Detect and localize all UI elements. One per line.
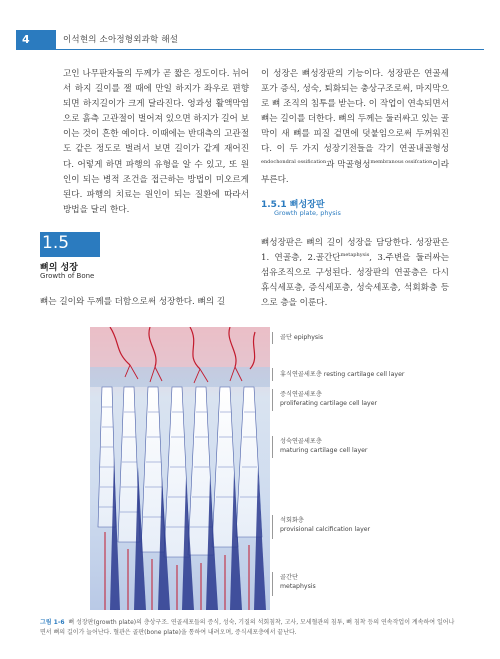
subsection-title: 1.5.1 뼈성장판: [261, 200, 325, 210]
label-proliferating-ko: 증식연골세포층: [280, 391, 322, 398]
label-leader-proliferating: [272, 389, 273, 411]
label-resting-text: 휴식연골세포층 resting cartilage cell layer: [280, 371, 405, 378]
right-text-part-2a: 뼈성장판은 뼈의 길이 성장을 담당한다. 성장판은 1. 연골층, 2.골간단: [261, 238, 449, 264]
label-resting-layer: [280, 370, 404, 379]
superscript-metaphysis: metaphysis: [340, 252, 370, 259]
caption-text: 뼈 성장판(growth plate)의 층상구조. 연골세포들의 증식, 성숙, 기질의 석회침착, 고사, 모세혈관의 침투, 뼈 침착 등의 연속작업이 계속하여 일어나면서 뼈의 길이가 늘어난다. 혈관은 골판(bone plate)을 통하여 내려오며, 증식세포층에서 끝난다.: [40, 619, 455, 636]
section-title: 뼈의 성장: [40, 263, 78, 273]
right-text-part-2b: , 3.주변을 둘러싸는 섬유조직으로 구성된다. 성장판의 연골층은 다시 휴식세포층, 증식세포층, 성숙세포층, 석회화층 등으로 층을 이룬다.: [261, 253, 449, 309]
running-head: 이석현의 소아정형외과학 해설: [63, 35, 179, 45]
label-calcification-layer: [280, 516, 370, 534]
label-leader-resting: [272, 368, 273, 381]
right-text-part-1b: 과 막골형성: [326, 159, 371, 170]
caption-label: 그림 1-6: [40, 619, 65, 626]
label-maturing-en: maturing cartilage cell layer: [280, 447, 368, 454]
right-text-part-1c: 이라 부른다.: [261, 159, 449, 185]
superscript-membranous: membranous ossifcation: [370, 158, 433, 165]
page-number: 4: [16, 30, 56, 50]
left-column-text: 고인 나무판자들의 두께가 곧 짧은 정도이다. 뉘어서 하지 길이를 잴 때에 만일 하지가 좌우로 편향되면 하지길이가 크게 달라진다. 엉과성 활액막염으로 흙측 고관절이 벌어져 있으면 하지가 길어 보이는 것이 흔한 예이다. 이때에는 반대측의 고관절도 같은 정도로 벌려서 보면 길이가 같게 재어진다. 어렇게 하면 파행의 유형을 알 수 있고, 또 원인이 되는 병적 조건을 접근하는 방법이 미오르게 된다. 파행의 치료는 원인이 되는 질환에 따라서 방법을 달리 한다.: [63, 69, 249, 215]
label-proliferating-layer: [280, 390, 377, 408]
label-metaphysis-ko: 골간단: [280, 574, 298, 581]
label-metaphysis-en: metaphysis: [280, 583, 316, 590]
label-leader-epiphysis: [272, 332, 273, 344]
label-calcification-ko: 석회화층: [280, 517, 304, 524]
label-proliferating-en: proliferating cartilage cell layer: [280, 400, 378, 407]
header-rule: [56, 49, 484, 50]
figure-caption: [40, 618, 460, 638]
label-maturing-layer: [280, 437, 367, 455]
label-epiphysis: [280, 333, 323, 342]
label-metaphysis: [280, 573, 316, 591]
section-subtitle: Growth of Bone: [40, 272, 95, 280]
right-column-text-1: [261, 67, 449, 188]
label-leader-maturing: [272, 436, 273, 458]
label-maturing-ko: 성숙연골세포층: [280, 438, 322, 445]
label-leader-calcification: [272, 515, 273, 539]
superscript-endochondral: endochondral ossification: [261, 158, 327, 165]
left-column-text-2: 뼈는 길이와 두께를 더함으로써 성장한다. 뼈의 길: [40, 297, 226, 307]
label-epiphysis-text: 골단 epiphysis: [280, 334, 324, 341]
right-text-part-1: 이 성장은 뼈성장판의 기능이다. 성장판은 연골세포가 증식, 성숙, 퇴화되는 충상구조로써, 마지막으로 뼈 조직의 침투를 받는다. 이 작업이 연속되면서 뼈는 길이를 더한다. 뼈의 두께는 둘러싸고 있는 골막이 새 뼈를 피질 겉면에 덧붙임으로써 두꺼워진다. 이 두 가지 성장기전들을 각기 연골내골형성: [261, 69, 449, 155]
label-leader-metaphysis: [272, 572, 273, 596]
subsection-subtitle: Growth plate, physis: [274, 209, 341, 217]
label-calcification-en: provisional calcification layer: [280, 526, 371, 533]
right-column-text-2: [261, 236, 449, 311]
section-number: 1.5: [42, 233, 70, 253]
